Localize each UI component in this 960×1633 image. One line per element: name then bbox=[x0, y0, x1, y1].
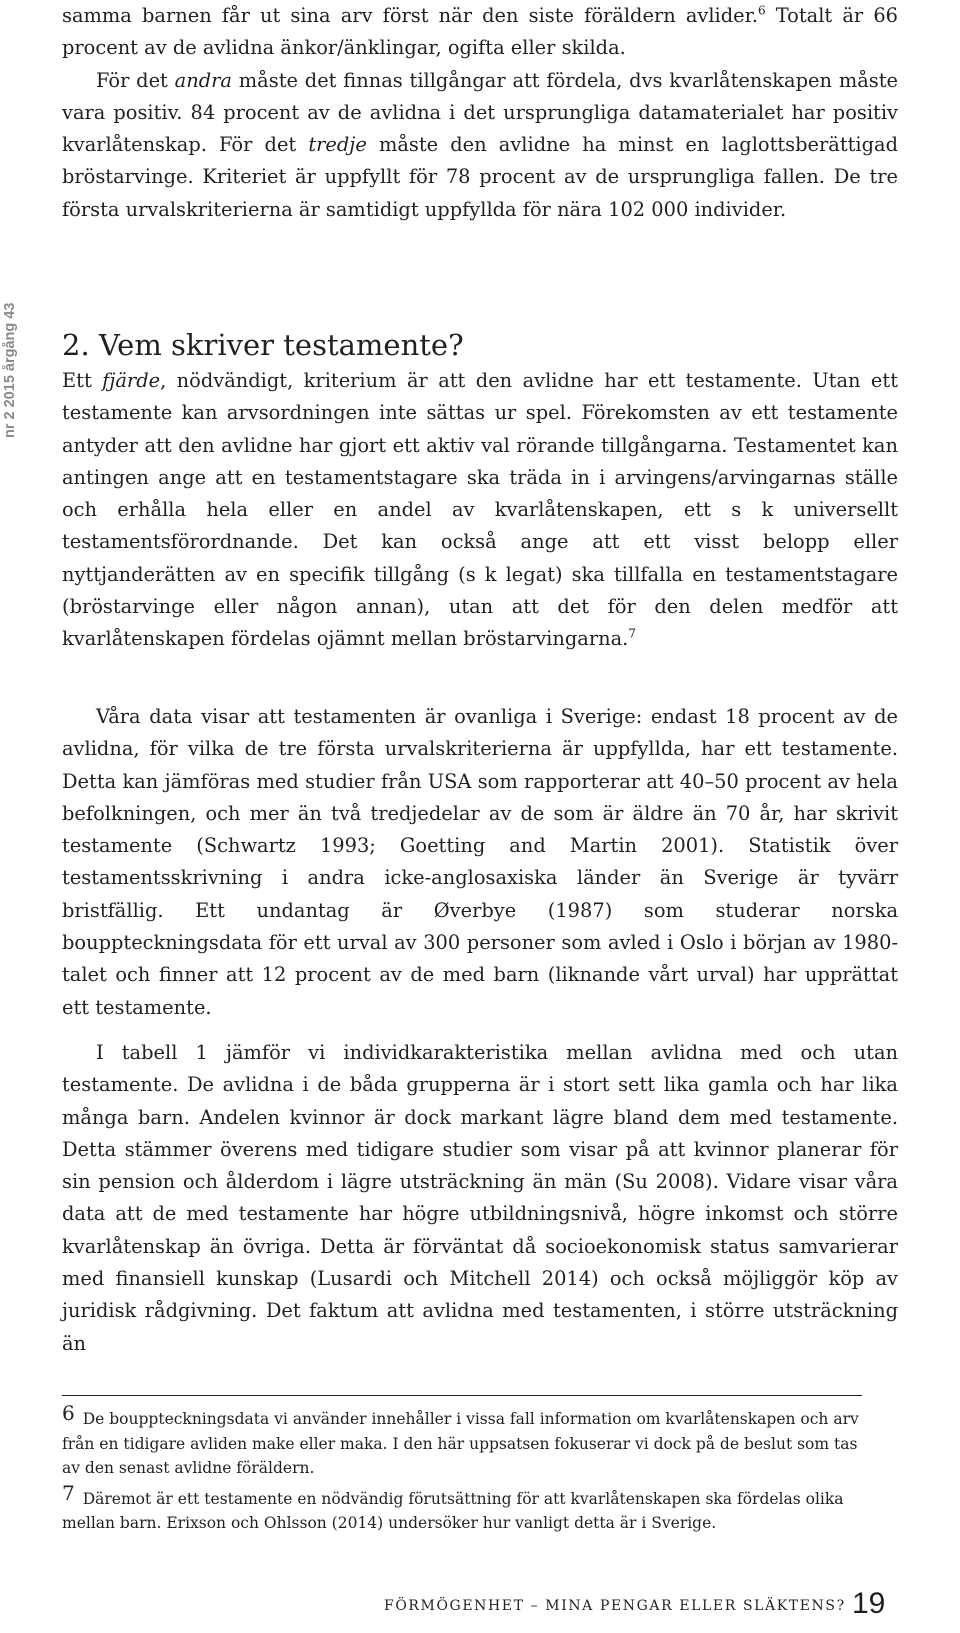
running-footer: FÖRMÖGENHET – MINA PENGAR ELLER SLÄKTENS? bbox=[384, 1598, 846, 1614]
intro-emphasis-andra: andra bbox=[174, 68, 232, 92]
journal-issue-label: nr 2 2015 årgång 43 bbox=[2, 302, 18, 438]
intro-emphasis-tredje: tredje bbox=[308, 133, 367, 157]
intro-text-1: samma barnen får ut sina arv först när den siste föräldern avlider. bbox=[62, 4, 758, 27]
footnote-number-6: 6 bbox=[62, 1401, 75, 1425]
footnote-ref-6[interactable]: 6 bbox=[757, 3, 766, 18]
footnote-text-6: De bouppteckningsdata vi använder innehåller i vissa fall information om kvarlåtenskapen och arv från en tidigare avliden make eller maka. I den här uppsatsen fokuserar vi dock på de beslut som tas av den senast avlidne föräldern. bbox=[62, 1410, 859, 1477]
intro-text-2: Totalt är 66 procent av de avlidna änkor/änklingar, ogifta eller skilda. bbox=[62, 4, 898, 60]
section-text-2: , nödvändigt, kriterium är att den avlidne har ett testamente. Utan ett testamente kan arvsordningen inte sättas ur spel. Förekomsten av ett testamente antyder att den avlidne har gjort ett aktiv val rörande tillgångarna. Testamentet kan antingen ange att en testamentstagare ska träda in i arvingens/arvingarnas ställe och erhålla hela eller en andel av kvarlåtenskapen, ett s k universellt testamentsförordnande. Det kan också ange att ett visst belopp eller nyttjanderätten av en specifik tillgång (s k legat) ska tillfalla en testamentstagare (bröstarvinge eller någon annan), utan att det för den delen medför att kvarlåtenskapen fördelas ojämnt mellan bröstarvingarna. bbox=[62, 369, 898, 651]
footnote-6 bbox=[62, 1401, 862, 1481]
section-emphasis-fjarde: fjärde bbox=[102, 369, 161, 392]
section-paragraph-2: Våra data visar att testamenten är ovanliga i Sverige: endast 18 procent av de avlidna, för vilka de tre första urvalskriterierna är uppfyllda, har ett testamente. Detta kan jämföras med studier från USA som rapporterar att 40–50 procent av hela befolkningen, och mer än två tredjedelar av de som är äldre än 70 år, har skrivit testamente (Schwartz 1993; Goetting and Martin 2001). Statistik över testamentsskrivning i andra icke-anglosaxiska länder än Sverige är tyvärr bristfällig. Ett undantag är Øverbye (1987) som studerar norska bouppteckningsdata för ett urval av 300 personer som avled i Oslo i början av 1980-talet och finner att 12 procent av de med barn (liknande vårt urval) har upprättat ett testamente. bbox=[62, 705, 898, 1019]
footnote-number-7: 7 bbox=[62, 1480, 75, 1505]
page-number: 19 bbox=[852, 1587, 886, 1620]
footnote-ref-7[interactable]: 7 bbox=[628, 626, 636, 641]
section-heading: 2. Vem skriver testamente? bbox=[62, 328, 464, 362]
intro-text-4: måste det finnas tillgångar att fördela, dvs kvarlåtenskapen måste vara positiv. 84 procent av de avlidna i det ursprungliga datamaterialet har positiv kvarlåtenskap. För det bbox=[62, 68, 898, 157]
footnote-divider bbox=[62, 1395, 862, 1396]
intro-text-5: måste den avlidne ha minst en laglottsberättigad bröstarvinge. Kriteriet är uppfyllt för 78 procent av de ursprungliga fallen. De tre första urvalskriterierna är samtidigt uppfyllda för nära 102 000 individer. bbox=[62, 133, 898, 221]
footnote-text-7: Däremot är ett testamente en nödvändig förutsättning för att kvarlåtenskapen ska fördelas olika mellan barn. Erixson och Ohlsson (2014) undersöker hur vanligt detta är i Sverige. bbox=[62, 1489, 844, 1532]
section-text-1: Ett bbox=[62, 369, 103, 392]
intro-paragraph bbox=[62, 0, 898, 226]
footnotes bbox=[62, 1401, 862, 1536]
intro-text-3: För det bbox=[96, 68, 175, 92]
section-paragraph-3: I tabell 1 jämför vi individkarakteristika mellan avlidna med och utan testamente. De avlidna i de båda grupperna är i stort sett lika gamla och har lika många barn. Andelen kvinnor är dock markant lägre bland dem med testamente. Detta stämmer överens med tidigare studier som visar på att kvinnor planerar för sin pension och ålderdom i lägre utsträckning än män (Su 2008). Vidare visar våra data att de med testamente har högre utbildningsnivå, högre inkomst och större kvarlåtenskap än övriga. Detta är förväntat då socioekonomisk status samvarierar med finansiell kunskap (Lusardi och Mitchell 2014) och också möjliggör köp av juridisk rådgivning. Det faktum att avlidna med testamenten, i större utsträckning än bbox=[62, 1041, 898, 1355]
footnote-7 bbox=[62, 1481, 862, 1536]
section-paragraph-1 bbox=[62, 365, 898, 656]
